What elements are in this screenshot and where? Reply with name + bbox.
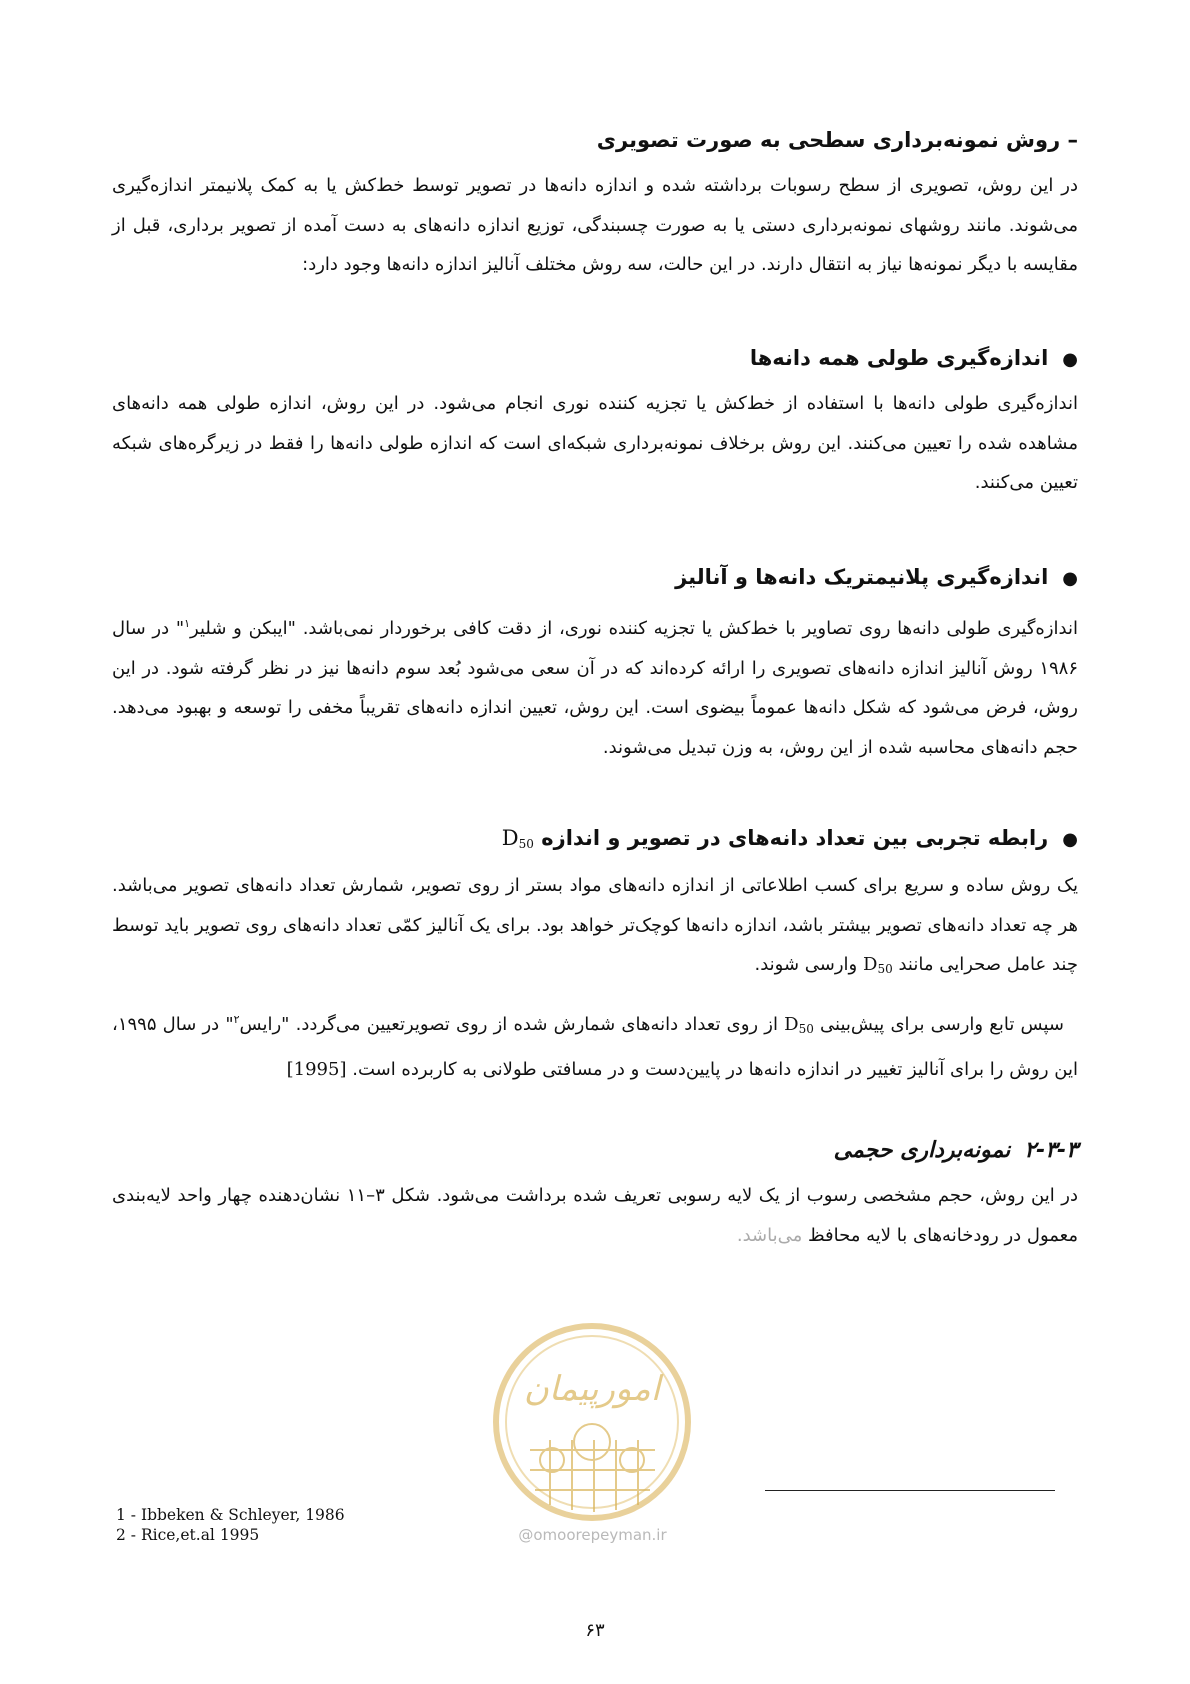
paragraph-text: وارسی شوند. (754, 954, 858, 975)
bullet-heading-text: اندازه‌گیری طولی همه دانه‌ها (749, 346, 1049, 370)
paragraph-text: می‌باشد. (736, 1224, 803, 1246)
paragraph-text: یک روش ساده و سریع برای کسب اطلاعاتی از اندازه دانه‌های مواد بستر از روی تصویر، شمارش تعداد دانه‌های تصویر می‌باشد. هر چه تعداد دانه‌های تصویر بیشتر باشد، اندازه دانه‌ها کوچک‌تر خواهد بود. برای یک آنالیز کمّی تعداد دانه‌های روی تصویر باید توسط چند عامل صحرایی مانند (112, 875, 1078, 975)
watermark-logo (490, 1320, 695, 1550)
citation: [1995] (286, 1058, 347, 1080)
footnote-1: 1 - Ibbeken & Schleyer, 1986 (116, 1506, 345, 1524)
bullet-icon: ● (1062, 829, 1078, 850)
section-number: ۲-۳-۳ (1024, 1138, 1078, 1163)
paragraph-length-measurement: اندازه‌گیری طولی دانه‌ها با استفاده از خط‌کش یا تجزیه کننده نوری انجام می‌شود. در این روش، اندازه طولی همه دانه‌های مشاهده شده را تعیین می‌کنند. این روش برخلاف نمونه‌برداری شبکه‌ای است که اندازه طولی دانه‌ها را فقط در زیرگره‌های شبکه تعیین می‌کنند. (112, 393, 1078, 493)
paragraph-volumetric (112, 1176, 1078, 1255)
bullet-heading-empirical-relation (112, 822, 1078, 860)
bullet-icon: ● (1062, 568, 1078, 589)
paragraph-empirical-relation (112, 866, 1078, 990)
paragraph-text: از روی تعداد دانه‌های شمارش شده از روی تصویرتعیین می‌گردد. "رایس (239, 1014, 778, 1035)
d50-symbol: $D_{50}$ (784, 1014, 814, 1036)
paragraph-text: در این روش، حجم مشخصی رسوب از یک لایه رسوبی تعریف شده برداشت می‌شود. شکل ۳–۱۱ نشان‌دهنده چهار واحد لایه‌بندی معمول در رودخانه‌های با لایه محافظ (112, 1185, 1078, 1246)
d50-symbol: $D_{50}$ (863, 954, 893, 976)
section-title: نمونه‌برداری حجمی (833, 1138, 1011, 1163)
footnote-2: 2 - Rice,et.al 1995 (116, 1526, 260, 1544)
section-heading-image-sampling: – روش نمونه‌برداری سطحی به صورت تصویری (596, 128, 1078, 152)
paragraph-planimetric (112, 604, 1078, 767)
bullet-heading-text: رابطه تجربی بین تعداد دانه‌های در تصویر و اندازه (541, 826, 1049, 850)
watermark-logo-text: امورپیمان (523, 1369, 661, 1409)
paragraph-text: " در سال ۱۹۸۶ روش آنالیز اندازه دانه‌های تصویری را ارائه کرده‌اند که در آن سعی می‌شود بُعد سوم دانه‌ها نیز در نظر گرفته شود. در این روش، فرض می‌شود که شکل دانه‌ها عموماً بیضوی است. این روش، تعیین اندازه دانه‌های تقریباً مخفی را توسعه و بهبود می‌دهد. حجم دانه‌های محاسبه شده از این روش، به وزن تبدیل می‌شوند. (112, 618, 1078, 758)
bullet-heading-planimetric (112, 561, 1078, 595)
d50-symbol: $D_{50}$ (501, 826, 534, 851)
footnotes (116, 1505, 516, 1545)
bullet-heading-text: اندازه‌گیری پلانیمتریک دانه‌ها و آنالیز (675, 565, 1049, 589)
paragraph-text: اندازه‌گیری طولی دانه‌ها روی تصاویر با خط‌کش یا تجزیه کننده نوری، از دقت کافی برخوردار نمی‌باشد. "ایبکن و شلیر (190, 618, 1079, 639)
section-heading-volumetric (112, 1138, 1078, 1163)
footnote-ref: ۲ (233, 1013, 240, 1026)
watermark-url: @omoorepeyman.ir (518, 1526, 667, 1544)
footnote-divider (765, 1490, 1055, 1491)
paragraph-text: " در سال ۱۹۹۵، این روش را برای آنالیز تغییر در اندازه دانه‌ها در پایین‌دست و در مسافتی طولانی به کاربرده است. (112, 1014, 1078, 1080)
paragraph-prediction-function (112, 1000, 1078, 1089)
bullet-icon: ● (1062, 349, 1078, 370)
watermark-seal-icon (490, 1320, 695, 1525)
page-number: ۶۳ (585, 1620, 605, 1641)
bullet-heading-length-measurement (112, 342, 1078, 376)
paragraph-image-sampling: در این روش، تصویری از سطح رسوبات برداشته شده و اندازه دانه‌ها در تصویر توسط خط‌کش یا به کمک پلانیمتر اندازه‌گیری می‌شوند. مانند روشهای نمونه‌برداری دستی یا به صورت چسبندگی، توزیع اندازه دانه‌های به دست آمده از تصویر برداری، قبل از مقایسه با دیگر نمونه‌ها نیاز به انتقال دارند. در این حالت، سه روش مختلف آنالیز اندازه دانه‌ها وجود دارد: (112, 175, 1078, 275)
paragraph-text: سپس تابع وارسی برای پیش‌بینی (820, 1014, 1064, 1035)
footnote-ref: ۱ (184, 617, 191, 630)
